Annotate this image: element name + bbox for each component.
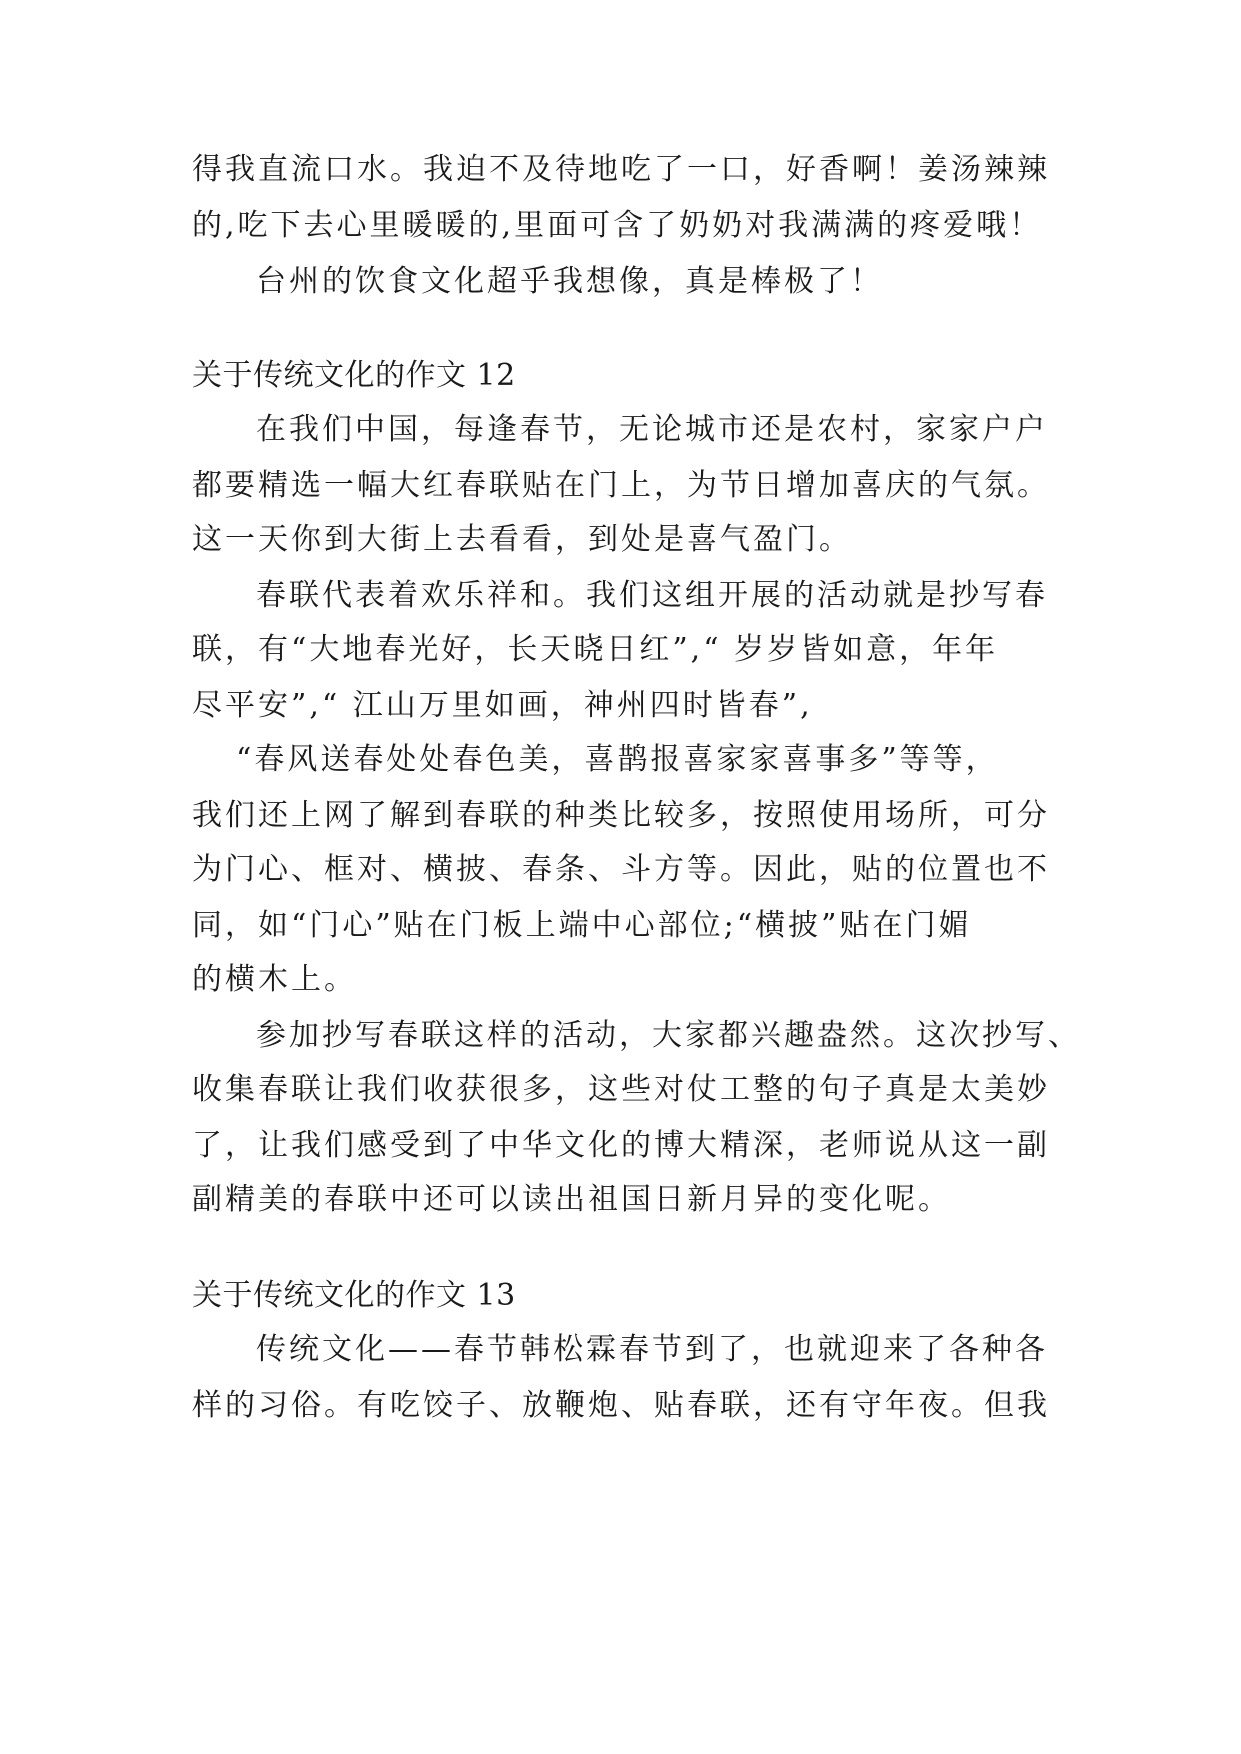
paragraph-line: 尽平安”,“ 江山万里如画，神州四时皆春”, xyxy=(192,688,813,723)
essay-title: 关于传统文化的作文 13 xyxy=(192,1278,516,1313)
paragraph-line: 为门心、框对、横披、春条、斗方等。因此，贴的位置也不 xyxy=(192,852,1050,887)
paragraph-line: 了，让我们感受到了中华文化的博大精深，老师说从这一副 xyxy=(192,1128,1050,1163)
paragraph-line: 台州的饮食文化超乎我想像，真是棒极了！ xyxy=(256,264,883,299)
paragraph-line: 我们还上网了解到春联的种类比较多，按照使用场所，可分 xyxy=(192,798,1050,833)
paragraph-line: 副精美的春联中还可以读出祖国日新月异的变化呢。 xyxy=(192,1182,951,1217)
paragraph-line: 都要精选一幅大红春联贴在门上，为节日增加喜庆的气氛。 xyxy=(192,468,1050,503)
paragraph-line: 这一天你到大街上去看看，到处是喜气盈门。 xyxy=(192,522,852,557)
paragraph-line: 传统文化——春节韩松霖春节到了，也就迎来了各种各 xyxy=(256,1332,1048,1367)
paragraph-line: 同，如“门心”贴在门板上端中心部位;“横披”贴在门媚 xyxy=(192,908,972,943)
paragraph-line: 得我直流口水。我迫不及待地吃了一口，好香啊！姜汤辣辣 xyxy=(192,152,1050,187)
paragraph-line: 样的习俗。有吃饺子、放鞭炮、贴春联，还有守年夜。但我 xyxy=(192,1388,1050,1423)
paragraph-line: 在我们中国，每逢春节，无论城市还是农村，家家户户 xyxy=(256,412,1048,447)
paragraph-line: 春联代表着欢乐祥和。我们这组开展的活动就是抄写春 xyxy=(256,578,1048,613)
paragraph-line: 联，有“大地春光好，长天晓日红”,“ 岁岁皆如意，年年 xyxy=(192,632,999,667)
paragraph-line: 参加抄写春联这样的活动，大家都兴趣盎然。这次抄写、 xyxy=(256,1018,1081,1053)
essay-title: 关于传统文化的作文 12 xyxy=(192,358,516,393)
paragraph-line: 的,吃下去心里暖暖的,里面可含了奶奶对我满满的疼爱哦！ xyxy=(192,208,1043,243)
paragraph-line: “春风送春处处春色美，喜鹊报喜家家喜事多”等等， xyxy=(236,742,999,777)
paragraph-line: 的横木上。 xyxy=(192,962,357,997)
paragraph-line: 收集春联让我们收获很多，这些对仗工整的句子真是太美妙 xyxy=(192,1072,1050,1107)
